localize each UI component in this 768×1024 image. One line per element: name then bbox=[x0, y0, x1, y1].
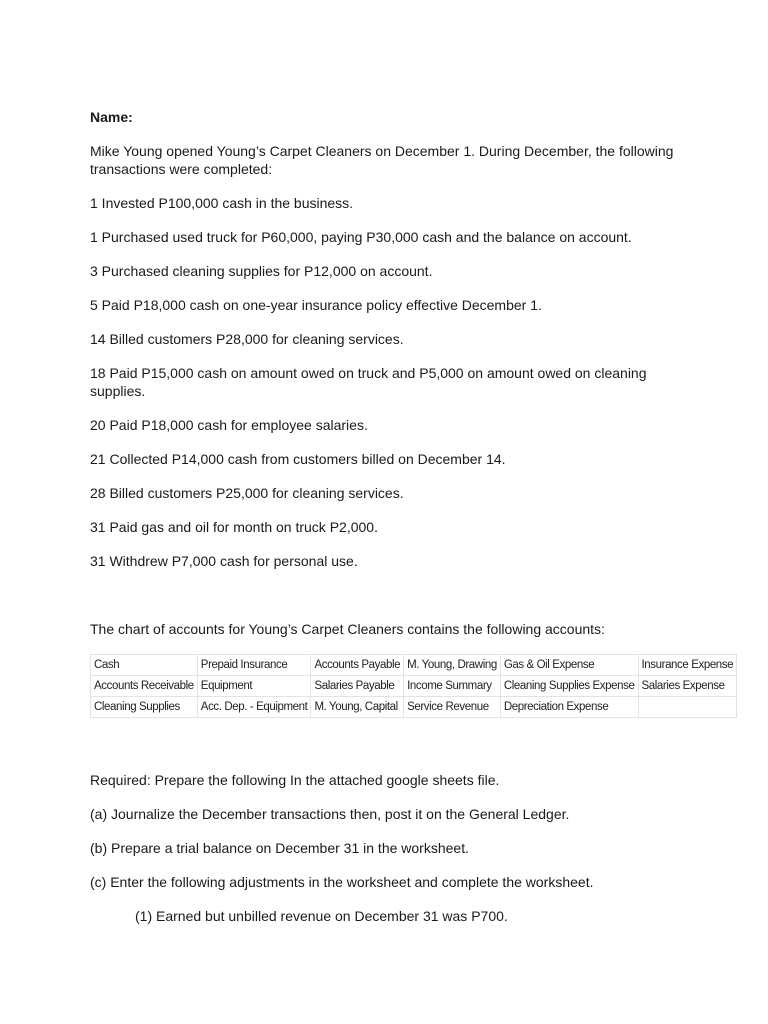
account-cell: Accounts Receivable bbox=[91, 676, 198, 697]
account-cell bbox=[638, 697, 737, 718]
account-cell: Service Revenue bbox=[404, 697, 501, 718]
requirement-list bbox=[90, 805, 690, 891]
transaction-item: 14 Billed customers P28,000 for cleaning services. bbox=[90, 331, 404, 347]
account-cell: Insurance Expense bbox=[638, 655, 737, 676]
document-body bbox=[90, 108, 734, 941]
table-row bbox=[91, 676, 737, 697]
transaction-item: 20 Paid P18,000 cash for employee salaries. bbox=[90, 417, 368, 433]
account-cell: M. Young, Capital bbox=[311, 697, 404, 718]
account-cell: Cleaning Supplies bbox=[91, 697, 198, 718]
account-cell: Depreciation Expense bbox=[500, 697, 638, 718]
required-heading: Required: Prepare the following In the attached google sheets file. bbox=[90, 772, 500, 788]
intro-paragraph: Mike Young opened Young’s Carpet Cleaners on December 1. During December, the following transactions were completed: bbox=[90, 143, 674, 177]
account-cell: M. Young, Drawing bbox=[404, 655, 501, 676]
account-cell: Accounts Payable bbox=[311, 655, 404, 676]
account-cell: Gas & Oil Expense bbox=[500, 655, 638, 676]
table-row bbox=[91, 655, 737, 676]
name-label: Name: bbox=[90, 109, 133, 125]
transaction-item: 1 Invested P100,000 cash in the business. bbox=[90, 195, 354, 211]
account-cell: Cleaning Supplies Expense bbox=[500, 676, 638, 697]
adjustment-list bbox=[90, 907, 690, 925]
requirement-item: (c) Enter the following adjustments in the worksheet and complete the worksheet. bbox=[90, 874, 594, 890]
requirement-item: (b) Prepare a trial balance on December 31 in the worksheet. bbox=[90, 840, 469, 856]
transaction-item: 5 Paid P18,000 cash on one-year insurance policy effective December 1. bbox=[90, 297, 542, 313]
transaction-item: 3 Purchased cleaning supplies for P12,000 on account. bbox=[90, 263, 433, 279]
transaction-item: 31 Withdrew P7,000 cash for personal use. bbox=[90, 553, 358, 569]
account-cell: Salaries Expense bbox=[638, 676, 737, 697]
transaction-item: 21 Collected P14,000 cash from customers billed on December 14. bbox=[90, 451, 506, 467]
account-cell: Prepaid Insurance bbox=[197, 655, 311, 676]
chart-of-accounts-intro: The chart of accounts for Young’s Carpet Cleaners contains the following accounts: bbox=[90, 621, 605, 637]
transaction-item: 31 Paid gas and oil for month on truck P2,000. bbox=[90, 519, 378, 535]
account-cell: Equipment bbox=[197, 676, 311, 697]
requirement-item: (a) Journalize the December transactions then, post it on the General Ledger. bbox=[90, 806, 570, 822]
transaction-list bbox=[90, 194, 690, 570]
table-row bbox=[91, 697, 737, 718]
transaction-item: 18 Paid P15,000 cash on amount owed on truck and P5,000 on amount owed on cleaning supplies. bbox=[90, 365, 647, 399]
transaction-item: 1 Purchased used truck for P60,000, paying P30,000 cash and the balance on account. bbox=[90, 229, 632, 245]
transaction-item: 28 Billed customers P25,000 for cleaning services. bbox=[90, 485, 404, 501]
adjustment-item: (1) Earned but unbilled revenue on December 31 was P700. bbox=[135, 908, 508, 924]
chart-of-accounts-table bbox=[90, 654, 737, 718]
account-cell: Cash bbox=[91, 655, 198, 676]
account-cell: Acc. Dep. - Equipment bbox=[197, 697, 311, 718]
account-cell: Salaries Payable bbox=[311, 676, 404, 697]
account-cell: Income Summary bbox=[404, 676, 501, 697]
